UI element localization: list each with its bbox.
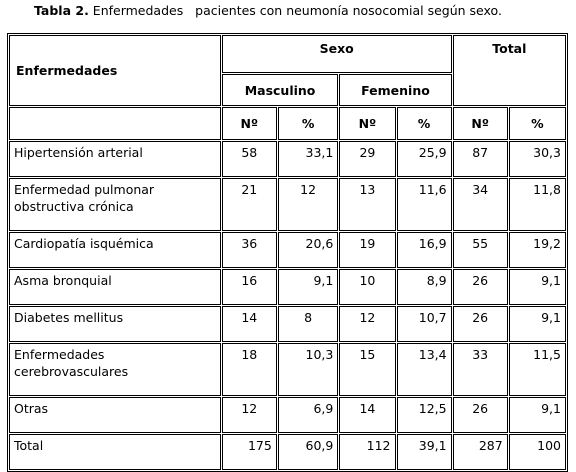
row-label: Asma bronquial [9,269,221,305]
table-row [9,178,566,231]
header-m-pct: % [278,107,339,140]
cell-t-n: 26 [453,306,508,342]
cell-t-pct: 11,8 [509,178,566,231]
header-femenino: Femenino [339,74,451,106]
cell-f-pct: 39,1 [397,434,452,470]
cell-f-n: 12 [339,306,395,342]
cell-t-n: 287 [453,434,508,470]
row-label: Otras [9,397,221,433]
cell-m-pct: 8 [278,306,339,342]
cell-t-n: 55 [453,232,508,268]
cell-m-pct: 20,6 [278,232,339,268]
cell-f-pct: 8,9 [397,269,452,305]
cell-f-n: 112 [339,434,395,470]
cell-f-n: 14 [339,397,395,433]
cell-m-pct: 10,3 [278,343,339,396]
table-caption [34,3,574,18]
table-row [9,343,566,396]
header-f-pct: % [397,107,452,140]
cell-f-n: 19 [339,232,395,268]
cell-m-n: 175 [222,434,277,470]
cell-m-n: 21 [222,178,277,231]
caption-label: Tabla 2. [34,3,89,18]
cell-t-n: 34 [453,178,508,231]
cell-m-n: 36 [222,232,277,268]
row-label: Diabetes mellitus [9,306,221,342]
cell-t-n: 33 [453,343,508,396]
row-label: Enfermedades cerebrovasculares [9,343,221,396]
cell-f-pct: 12,5 [397,397,452,433]
cell-t-pct: 9,1 [509,397,566,433]
cell-t-n: 26 [453,397,508,433]
cell-f-pct: 11,6 [397,178,452,231]
cell-t-n: 87 [453,141,508,177]
cell-f-n: 29 [339,141,395,177]
header-diseases: Enfermedades [9,35,221,106]
header-m-n: Nº [222,107,277,140]
table-row-total [9,434,566,470]
cell-t-n: 26 [453,269,508,305]
cell-t-pct: 100 [509,434,566,470]
cell-t-pct: 19,2 [509,232,566,268]
table-row [9,306,566,342]
cell-m-n: 14 [222,306,277,342]
header-total: Total [453,35,566,106]
cell-f-pct: 25,9 [397,141,452,177]
cell-t-pct: 9,1 [509,306,566,342]
cell-f-n: 13 [339,178,395,231]
cell-m-n: 16 [222,269,277,305]
row-label: Enfermedad pulmonar obstructiva crónica [9,178,221,231]
table-row [9,269,566,305]
cell-t-pct: 30,3 [509,141,566,177]
cell-m-pct: 6,9 [278,397,339,433]
cell-f-n: 15 [339,343,395,396]
cell-m-n: 18 [222,343,277,396]
cell-t-pct: 9,1 [509,269,566,305]
header-t-n: Nº [453,107,508,140]
cell-m-pct: 12 [278,178,339,231]
cell-t-pct: 11,5 [509,343,566,396]
cell-m-pct: 60,9 [278,434,339,470]
header-sexo: Sexo [222,35,452,73]
header-blank [9,107,221,140]
row-label: Hipertensión arterial [9,141,221,177]
header-t-pct: % [509,107,566,140]
cell-f-pct: 16,9 [397,232,452,268]
diseases-table [7,33,568,472]
cell-m-pct: 9,1 [278,269,339,305]
cell-m-pct: 33,1 [278,141,339,177]
caption-text: Enfermedades pacientes con neumonía nosocomial según sexo. [88,3,502,18]
cell-m-n: 12 [222,397,277,433]
cell-f-n: 10 [339,269,395,305]
table-row [9,141,566,177]
cell-f-pct: 13,4 [397,343,452,396]
table-row [9,397,566,433]
header-f-n: Nº [339,107,395,140]
header-masculino: Masculino [222,74,339,106]
row-label: Total [9,434,221,470]
table-row [9,232,566,268]
cell-f-pct: 10,7 [397,306,452,342]
cell-m-n: 58 [222,141,277,177]
row-label: Cardiopatía isquémica [9,232,221,268]
